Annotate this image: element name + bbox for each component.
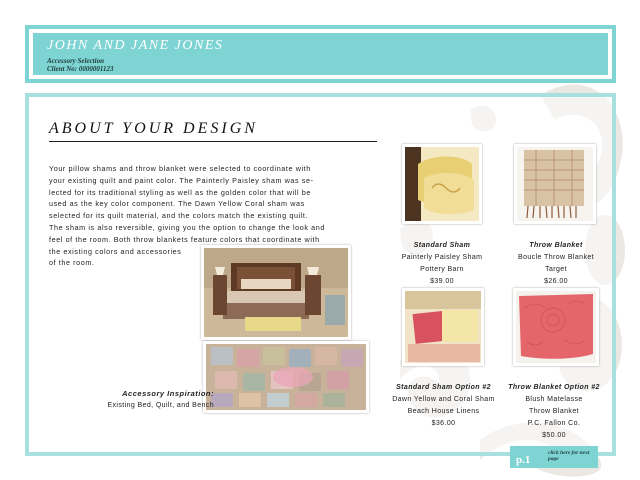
- product-name: Standard Sham: [413, 242, 471, 249]
- product-image-standard-sham: [402, 144, 482, 224]
- product-item: Dawn Yellow and Coral Sham: [392, 396, 495, 403]
- product-item: Boucle Throw Blanket: [518, 254, 594, 261]
- throw-blanket-image: [514, 144, 596, 224]
- page-title: ABOUT YOUR DESIGN: [49, 120, 258, 137]
- quilt-photo-image: [203, 341, 369, 413]
- product-price: $26.00: [544, 278, 568, 285]
- inspiration-title: Accessory Inspiration:: [122, 389, 214, 398]
- product-source: Target: [545, 266, 567, 273]
- matelasse-blanket-image: [513, 288, 599, 366]
- product-price: $39.00: [430, 278, 454, 285]
- next-page-button[interactable]: [510, 446, 598, 468]
- header-fill: [33, 33, 608, 75]
- product-image-throw-blanket-option-2: [513, 288, 599, 366]
- header-band: [25, 25, 616, 83]
- product-caption-throw-blanket: [496, 240, 616, 288]
- design-description: Your pillow shams and throw blanket were selected to coordinate with your existing quilt and paint color. The Painterly Paisley sham was se- lected for its traditional styling as well as the golden color that will be used as the key color component. The Dawn Yellow Coral sham was selected for its quilt material, and the colors match the existing quilt. The sham is also reversible, giving you the option to change the look and feel of the room. Both throw blankets feature colors that coordinate with the existing colors and accessories of the room.: [49, 164, 325, 268]
- client-number: Client No: 0000001123: [47, 65, 114, 73]
- product-source: Pottery Barn: [420, 266, 464, 273]
- bedroom-photo: [201, 245, 351, 340]
- client-name: JOHN AND JANE JONES: [47, 38, 224, 53]
- product-price: $36.00: [431, 420, 456, 427]
- standard-sham-image: [402, 144, 482, 224]
- product-name: Throw Blanket Option #2: [508, 384, 600, 391]
- product-item: Blush Matelasse: [525, 396, 583, 403]
- bedroom-photo-image: [201, 245, 351, 340]
- product-source: Throw Blanket: [529, 408, 579, 415]
- next-page-label: click here for next page: [548, 450, 590, 462]
- page-number: p.1: [516, 454, 531, 466]
- product-image-standard-sham-option-2: [402, 288, 484, 366]
- product-name: Throw Blanket: [529, 242, 583, 249]
- content-frame: [25, 93, 616, 456]
- product-image-throw-blanket: [514, 144, 596, 224]
- coral-sham-image: [402, 288, 484, 366]
- product-caption-standard-sham: [382, 240, 502, 288]
- product-name: Standard Sham Option #2: [396, 384, 491, 391]
- header-subtitle: Accessory Selection: [47, 57, 104, 65]
- product-caption-standard-sham-option-2: [376, 382, 511, 430]
- product-item: Painterly Paisley Sham: [401, 254, 483, 261]
- product-source: Beach House Linens: [407, 408, 480, 415]
- product-extra: P.C. Fallon Co.: [527, 420, 581, 427]
- quilt-photo: [203, 341, 369, 413]
- product-price: $50.00: [542, 432, 566, 439]
- product-caption-throw-blanket-option-2: [494, 382, 614, 442]
- inspiration-text: Existing Bed, Quilt, and Bench: [107, 402, 214, 409]
- title-divider: [49, 141, 377, 142]
